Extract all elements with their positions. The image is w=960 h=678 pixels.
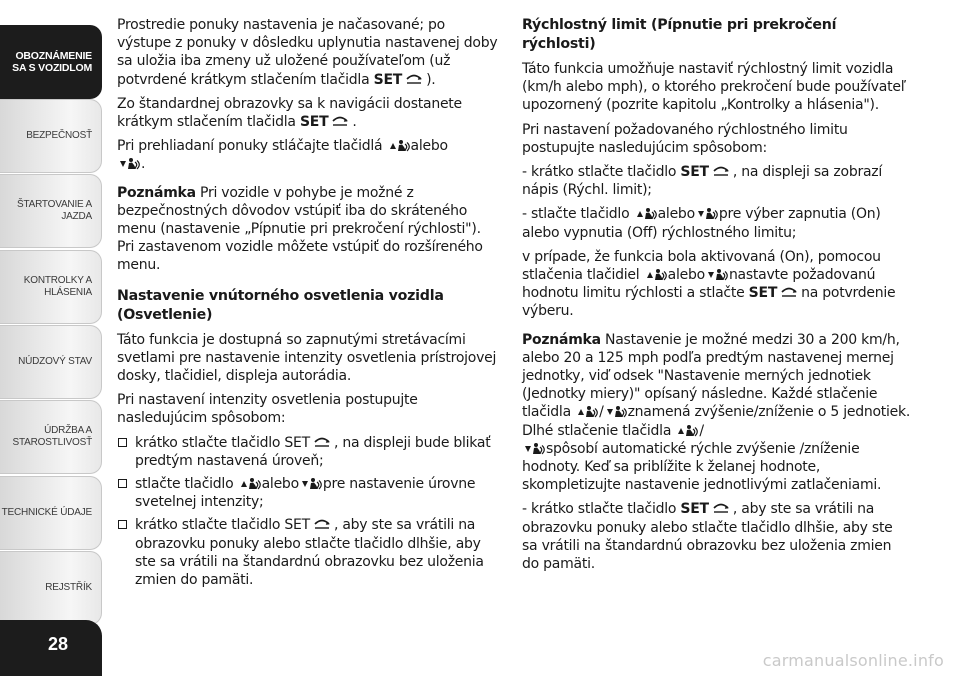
tab-kontrolky[interactable] (0, 250, 102, 324)
up-button-icon (636, 207, 656, 220)
note-text: Pri vozidle v pohybe je možné z bezpečnostných dôvodov vstúpiť iba do skráteného menu (nastavenie „Pípnutie pri prekročení rýchlosti"). Pri zastavenom vozidle môžete vstúpiť do rozšíreného menu. (117, 184, 483, 274)
down-button-icon (524, 442, 544, 455)
tab-label: ŠTARTOVANIE A JAZDA (16, 199, 92, 222)
text: , na displeji bude blikať predtým nastavená úroveň; (135, 434, 491, 469)
bullet-list (117, 434, 498, 590)
up-button-icon (240, 477, 260, 490)
set-label: SET (299, 114, 329, 131)
down-button-icon (697, 207, 717, 220)
text: . (352, 114, 357, 131)
tab-rejstrik[interactable] (0, 551, 102, 625)
up-button-icon (389, 139, 409, 152)
tab-udrzba[interactable] (0, 400, 102, 474)
paragraph (117, 95, 498, 131)
paragraph (117, 137, 498, 173)
down-button-icon (119, 157, 139, 170)
text: nastavte požadovanú hodnotu limitu rýchlosti a stlačte (522, 267, 876, 302)
left-column (117, 16, 498, 595)
set-button-icon (330, 115, 350, 128)
section-heading: Nastavenie vnútorného osvetlenia vozidla (Osvetlenie) (117, 287, 444, 323)
set-button-icon (711, 502, 731, 515)
down-button-icon (606, 405, 626, 418)
text: / (599, 404, 604, 421)
text: krátko stlačte tlačidlo SET (135, 517, 310, 534)
set-label: SET (680, 501, 709, 518)
text: . (141, 156, 146, 173)
up-button-icon (577, 405, 597, 418)
step (522, 163, 912, 199)
note-text: znamená zvýšenie/zníženie o 5 jednotiek. Dlhé stlačenie tlačidla (522, 404, 911, 439)
chapter-tabs (0, 0, 106, 678)
text: krátko stlačte tlačidlo SET (135, 434, 310, 451)
tab-startovanie[interactable] (0, 174, 102, 248)
set-button-icon (404, 73, 424, 86)
set-button-icon (312, 518, 332, 531)
text: / (699, 422, 704, 439)
text: pre výber zapnutia (On) alebo vypnutia (Off) rýchlostného limitu; (522, 206, 881, 241)
paragraph: Táto funkcia je dostupná so zapnutými stretávacími svetlami pre nastavenie intenzity osvetlenia prístrojovej dosky, tlačidiel, displeja autorádia. (117, 331, 497, 385)
text: Prostredie ponuky nastavenia je načasované; po výstupe z ponuky v dôsledku uplynutia nastavenej doby sa uložia iba zmeny už uložené používateľom (už potvrdené krátkym stlačením tlačidla (117, 17, 498, 88)
note-label: Poznámka (522, 331, 601, 348)
list-item (117, 475, 498, 511)
tab-label: OBOZNÁMENIE SA S VOZIDLOM (12, 50, 92, 74)
tab-label: BEZPEČNOSŤ (26, 130, 92, 141)
text: na potvrdenie výberu. (522, 285, 896, 320)
text: , aby ste sa vrátili na obrazovku ponuky alebo stlačte tlačidlo dlhšie, aby ste sa vrátili na štandardnú obrazovku bez uloženia zmien do pamäti. (522, 501, 893, 573)
tab-nudzovy-stav[interactable] (0, 325, 102, 399)
set-button-icon (312, 436, 332, 449)
step (522, 205, 912, 241)
set-label: SET (748, 285, 778, 302)
note-text: spôsobí automatické rýchle zvýšenie /zníženie hodnoty. Keď sa priblížite k želanej hodnote, skompletizujte nastavenie jednotlivými zatlačeniami. (522, 440, 882, 494)
paragraph: Pri nastavení intenzity osvetlenia postupujte nasledujúcim spôsobom: (117, 392, 418, 427)
up-button-icon (646, 268, 666, 281)
text: Pri prehliadaní ponuky stláčajte tlačidlá (117, 138, 387, 155)
text: pre nastavenie úrovne svetelnej intenzity; (135, 476, 476, 511)
note (522, 331, 912, 495)
text: alebo (667, 267, 705, 284)
down-button-icon (707, 268, 727, 281)
step (522, 248, 912, 321)
section-heading: Rýchlostný limit (Pípnutie pri prekročení rýchlosti) (522, 17, 837, 52)
tab-label: REJSTŘÍK (45, 582, 92, 593)
note (117, 184, 498, 275)
tab-label: TECHNICKÉ ÚDAJE (1, 507, 92, 518)
text: v prípade, že funkcia bola aktivovaná (On), pomocou stlačenia tlačidiel (522, 248, 881, 284)
paragraph: Pri nastavení požadovaného rýchlostného limitu postupujte nasledujúcim spôsobom: (522, 121, 848, 156)
set-label: SET (680, 164, 709, 181)
text: , na displeji sa zobrazí nápis (Rýchl. limit); (522, 164, 883, 199)
text: - stlačte tlačidlo (522, 206, 634, 223)
page-number-block (0, 620, 102, 676)
watermark: carmanualsonline.info (762, 651, 944, 670)
text: stlačte tlačidlo (135, 476, 238, 493)
right-column (522, 16, 912, 579)
step (522, 500, 912, 573)
text: - krátko stlačte tlačidlo (522, 164, 681, 181)
up-button-icon (677, 424, 697, 437)
set-button-icon (779, 286, 799, 299)
text: alebo (657, 206, 695, 223)
set-button-icon (711, 165, 731, 178)
text: ). (426, 71, 436, 88)
text: alebo (410, 138, 448, 155)
tab-label: ÚDRŽBA A STAROSTLIVOSŤ (12, 425, 92, 448)
list-item (117, 516, 498, 589)
note-text: Nastavenie je možné medzi 30 a 200 km/h, alebo 20 a 125 mph podľa predtým nastavenej mernej jednotky, viď odsek "Nastavenie merných jednotiek (Jednotky miery)" opísaný následne. Každé stlačenie tlačidla (522, 331, 900, 421)
down-button-icon (301, 477, 321, 490)
list-item (117, 434, 498, 470)
text: Zo štandardnej obrazovky sa k navigácii dostanete krátkym stlačením tlačidla (117, 95, 462, 131)
set-label: SET (373, 71, 403, 88)
tab-bezpecnost[interactable] (0, 99, 102, 173)
paragraph: Táto funkcia umožňuje nastaviť rýchlostný limit vozidla (km/h alebo mph), o ktorého prekročení bude používateľ upozornený (pozrite kapitolu „Kontrolky a hlásenia"). (522, 61, 906, 114)
paragraph (117, 16, 498, 89)
text: - krátko stlačte tlačidlo (522, 501, 681, 518)
tab-technicke-udaje[interactable] (0, 476, 102, 550)
text: , aby ste sa vrátili na obrazovku ponuky alebo stlačte tlačidlo dlhšie, aby ste sa vrátili na štandardnú obrazovku bez uloženia zmien do pamäti. (135, 517, 484, 589)
tab-oboznamenie[interactable] (0, 25, 102, 99)
note-label: Poznámka (117, 184, 196, 201)
tab-label: KONTROLKY A HLÁSENIA (23, 275, 92, 298)
tab-label: NÚDZOVÝ STAV (18, 356, 92, 367)
text: alebo (261, 476, 299, 493)
page-number: 28 (48, 634, 69, 654)
